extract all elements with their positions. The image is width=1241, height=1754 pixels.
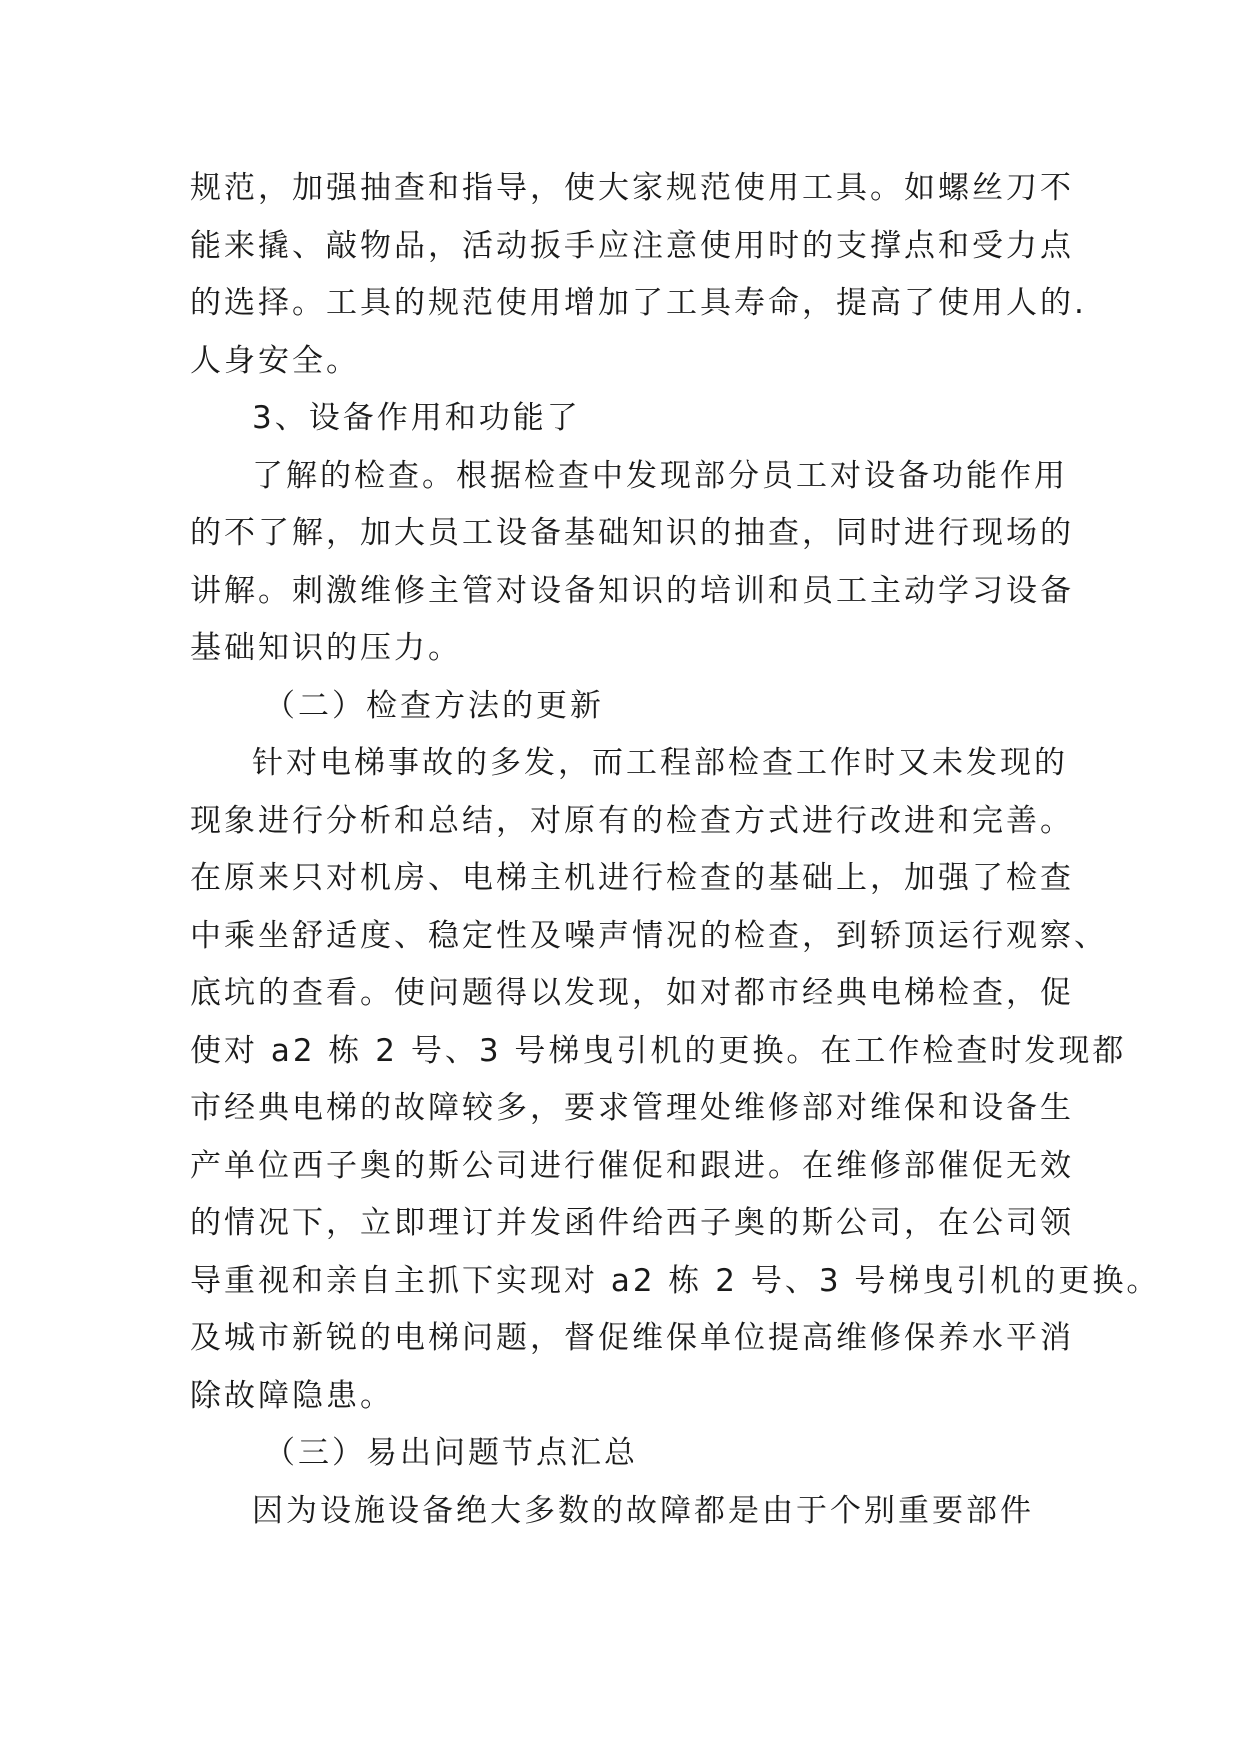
- text-line: 及城市新锐的电梯问题，督促维保单位提高维修保养水平消: [190, 1320, 1074, 1356]
- text-line: 的选择。工具的规范使用增加了工具寿命，提高了使用人的.: [190, 285, 1087, 321]
- text-line: 规范，加强抽查和指导，使大家规范使用工具。如螺丝刀不: [190, 170, 1074, 206]
- section-heading: （二）检查方法的更新: [264, 687, 604, 724]
- document-body: [190, 160, 1161, 1540]
- section-heading: （三）易出问题节点汇总: [264, 1435, 638, 1471]
- text-line: 因为设施设备绝大多数的故障都是由于个别重要部件: [252, 1492, 1034, 1529]
- text-line: 在原来只对机房、电梯主机进行检查的基础上，加强了检查: [190, 860, 1074, 896]
- text-line: 除故障隐患。: [190, 1377, 394, 1414]
- text-line: 的情况下，立即理订并发函件给西子奥的斯公司，在公司领: [190, 1205, 1074, 1241]
- text-line: 了解的检查。根据检查中发现部分员工对设备功能作用: [252, 457, 1068, 494]
- text-line: 中乘坐舒适度、稳定性及噪声情况的检查，到轿顶运行观察、: [190, 917, 1108, 954]
- text-line: 现象进行分析和总结，对原有的检查方式进行改进和完善。: [190, 802, 1074, 839]
- text-line: 的不了解，加大员工设备基础知识的抽查，同时进行现场的: [190, 515, 1074, 551]
- text-line: 讲解。刺激维修主管对设备知识的培训和员工主动学习设备: [190, 572, 1074, 609]
- text-line: 针对电梯事故的多发，而工程部检查工作时又未发现的: [252, 745, 1068, 781]
- text-line: 底坑的查看。使问题得以发现，如对都市经典电梯检查，促: [190, 975, 1074, 1011]
- subsection-heading: 3、设备作用和功能了: [252, 400, 581, 436]
- text-line: 基础知识的压力。: [190, 630, 462, 666]
- text-line: 使对 a2 栋 2 号、3 号梯曳引机的更换。在工作检查时发现都: [190, 1032, 1127, 1069]
- text-line: 市经典电梯的故障较多，要求管理处维修部对维保和设备生: [190, 1090, 1074, 1126]
- text-line: 人身安全。: [190, 342, 360, 379]
- text-line: 导重视和亲自主抓下实现对 a2 栋 2 号、3 号梯曳引机的更换。: [190, 1262, 1161, 1299]
- text-line: 能来撬、敲物品，活动扳手应注意使用时的支撑点和受力点: [190, 227, 1074, 264]
- text-line: 产单位西子奥的斯公司进行催促和跟进。在维修部催促无效: [190, 1147, 1074, 1184]
